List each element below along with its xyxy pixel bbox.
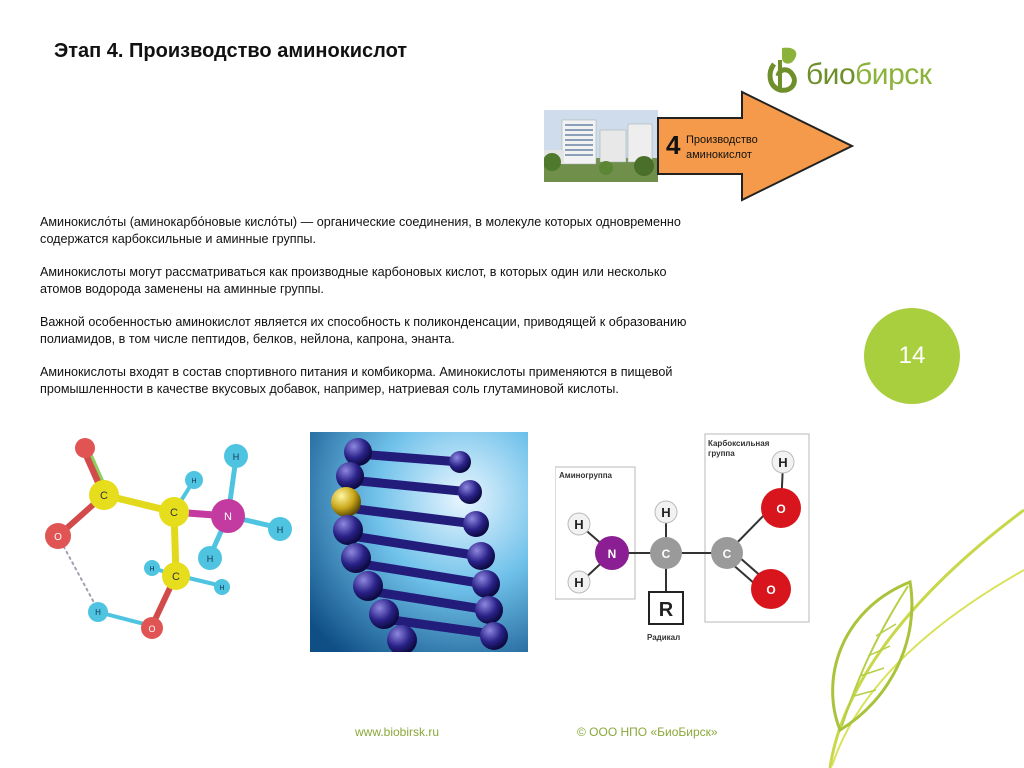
- diagram-atom-h-left-top: [568, 513, 590, 535]
- atom-label-h5: H: [149, 566, 155, 573]
- diagram-label-h4: H: [778, 455, 788, 470]
- amino-acid-structure-diagram: [555, 432, 817, 652]
- footer-copyright: © ООО НПО «БиоБирск»: [577, 725, 718, 739]
- diagram-radical-box: [649, 592, 683, 624]
- diagram-label-h3: H: [661, 505, 671, 520]
- atom-hydrogen-6: [214, 579, 230, 595]
- atom-hydrogen-7: [88, 602, 108, 622]
- atom-oxygen-top: [75, 438, 95, 458]
- paragraph-definition: Аминокисло́ты (аминокарбо́новые кисло́ты) — органические соединения, в молекуле которых одновременно содержатся карбоксильные и аминные группы.: [40, 215, 681, 246]
- atom-hydrogen-3: [268, 517, 292, 541]
- diagram-label-r: R: [658, 599, 674, 621]
- atom-label-c3: C: [172, 571, 180, 583]
- stage-label: Производство аминокислот: [686, 134, 758, 161]
- paragraph-applications: Аминокислоты входят в состав спортивного питания и комбикорма. Аминокислоты применяются в пищевой промышленности в качестве вкусовых добавок, например, натриевая соль глутаминовой кислоты.: [40, 365, 673, 396]
- atom-nitrogen: [211, 499, 245, 533]
- atom-oxygen-bottom: [141, 617, 163, 639]
- paragraph-polycondensation: Важной особенностью аминокислот является их способность к поликонденсации, приводящей к образованию полиамидов, в том числе пептидов, белков, нейлона, капрона, энанта.: [40, 315, 687, 346]
- atom-hydrogen-4: [198, 546, 222, 570]
- slide-title: Этап 4. Производство аминокислот: [54, 40, 408, 62]
- atom-label-h3: H: [276, 525, 284, 535]
- atom-label-c1: C: [100, 490, 108, 502]
- stage-number: 4: [666, 130, 681, 160]
- diagram-label-c2: C: [722, 547, 732, 561]
- atom-label-h1: H: [191, 478, 197, 485]
- diagram-label-n: N: [607, 547, 617, 561]
- factory-building-photo: [544, 110, 658, 182]
- logo-text-part1: био: [806, 58, 856, 91]
- amino-acid-molecule-model: [40, 430, 296, 650]
- diagram-label-c1: C: [661, 547, 671, 561]
- logo-text: [806, 58, 931, 92]
- logo-text-part2: бирск: [855, 58, 932, 91]
- diagram-atom-h-left-bottom: [568, 571, 590, 593]
- atom-hydrogen-2: [224, 444, 248, 468]
- logo-sprout-icon: [770, 48, 796, 92]
- atom-carbon-3: [162, 562, 190, 590]
- atom-label-o1: O: [54, 532, 62, 543]
- diagram-atom-h-carboxyl: [772, 451, 794, 473]
- atom-label-c2: C: [170, 507, 178, 519]
- diagram-atom-h-top: [655, 501, 677, 523]
- amino-group-label: Аминогруппа: [559, 471, 613, 480]
- radical-label: Радикал: [647, 633, 681, 642]
- dna-helix-image: [310, 432, 528, 652]
- diagram-label-o1: O: [776, 502, 786, 516]
- footer-website-link[interactable]: www.biobirsk.ru: [355, 725, 440, 739]
- atom-label-h2: H: [232, 452, 240, 462]
- atom-label-o2: O: [148, 624, 156, 634]
- decorative-leaf-icon: [780, 500, 1024, 768]
- atom-label-h6: H: [219, 585, 225, 592]
- atom-label-h7: H: [95, 608, 101, 617]
- diagram-atom-c-alpha: [650, 537, 682, 569]
- atom-carbon-2: [159, 497, 189, 527]
- atom-label-n: N: [224, 511, 232, 523]
- diagram-atom-c-carboxyl: [711, 537, 743, 569]
- paragraph-derivatives: Аминокислоты могут рассматриваться как производные карбоновых кислот, в которых один или несколько атомов водорода заменены на аминные группы.: [40, 265, 667, 296]
- diagram-atom-n: [595, 536, 629, 570]
- page-number-badge: 14: [864, 308, 960, 404]
- atom-oxygen-left: [45, 523, 71, 549]
- body-text: [40, 214, 710, 414]
- carboxyl-group-label-line1: Карбоксильная: [708, 439, 770, 448]
- diagram-label-h1: H: [574, 517, 584, 532]
- atom-hydrogen-5: [144, 560, 160, 576]
- atom-label-h4: H: [206, 554, 214, 564]
- diagram-label-h2: H: [574, 575, 584, 590]
- diagram-label-o2: O: [766, 583, 776, 597]
- atom-carbon-1: [89, 480, 119, 510]
- carboxyl-group-label-line2: группа: [708, 449, 735, 458]
- atom-hydrogen-1: [185, 471, 203, 489]
